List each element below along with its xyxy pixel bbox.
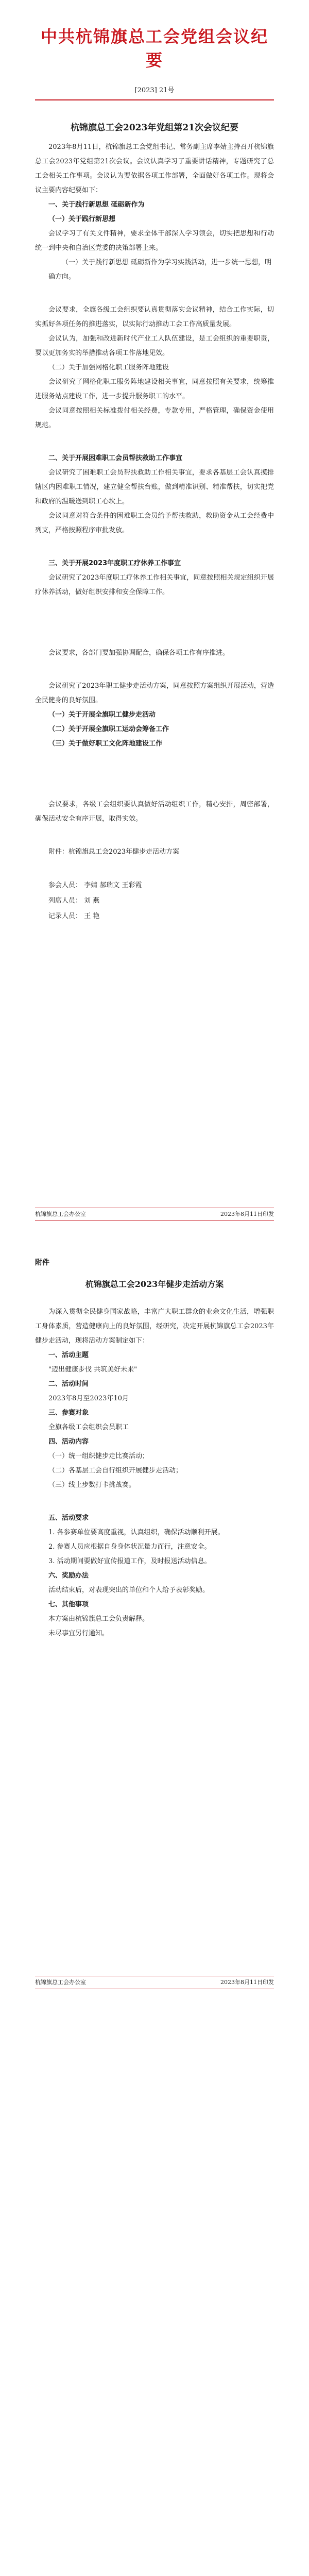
plan-section-4-item-1: （一）统一组织健步走比赛活动；: [48, 1452, 149, 1460]
plan-section-2-text: 2023年8月至2023年10月: [48, 1395, 129, 1402]
attendees-present: [48, 878, 274, 893]
section-1-title: 一、关于践行新思想 砥砺新作为: [48, 201, 145, 209]
section-2-title: 二、关于开展困难职工会员帮扶救助工作事宜: [48, 454, 183, 462]
attendees-record-label: 记录人员：: [48, 912, 82, 920]
attendees-present-names: 李婧 郝瑞文 王彩霞: [84, 882, 142, 889]
section-2-para-2: 会议同意对符合条件的困难职工会员给予帮扶救助，救助资金从工会经费中列支，严格按照程序审批发放。: [35, 512, 274, 534]
section-1-sub-1: （一）关于践行新思想: [48, 215, 116, 223]
plan-section-7-item-2: 未尽事宜另行通知。: [48, 1630, 109, 1637]
plan-section-5-item-2: 2. 参赛人员应根据自身身体状况量力而行，注意安全。: [48, 1543, 211, 1551]
plan-title: 杭锦旗总工会2023年健步走活动方案: [85, 1279, 224, 1289]
section-1-para-6: 会议同意按照相关标准拨付相关经费，专款专用，严格管理，确保资金使用规范。: [35, 407, 274, 429]
plan-section-4-item-3: （三）线上步数打卡挑战赛。: [48, 1481, 136, 1489]
plan-section-4-item-2: （二）各基层工会自行组织开展健步走活动；: [48, 1467, 183, 1475]
section-1-para-4: （二）关于加强网格化职工服务阵地建设: [48, 364, 169, 371]
attendees-absent: [48, 893, 274, 909]
red-divider: [35, 99, 274, 100]
masthead-title: 中共杭锦旗总工会党组会议纪要: [40, 27, 268, 70]
plan-section-3-text: 全旗各级工会组织会员职工: [48, 1423, 129, 1431]
section-1-para-3: 会议认为，加强和改进新时代产业工人队伍建设，是工会组织的重要职责，要以更加务实的举措推动各项工作落地见效。: [35, 335, 274, 357]
section-5-sub-1: （一）关于开展全旗职工健步走活动: [48, 711, 156, 719]
footer-issuer: 杭锦旗总工会办公室: [35, 1211, 86, 1217]
section-1-para-1: 会议学习了有关文件精神，要求全体干部深入学习领会，切实把思想和行动统一到中央和自治区党委的决策部署上来。: [35, 230, 274, 252]
masthead: [35, 0, 274, 71]
attendees-absent-label: 列席人员：: [48, 897, 82, 905]
plan-section-6-title: 六、奖励办法: [48, 1572, 89, 1580]
attendees-present-label: 参会人员：: [48, 882, 82, 889]
plan-section-3-title: 三、参赛对象: [48, 1409, 89, 1417]
section-4-para-1: 会议要求，各部门要加强协调配合，确保各项工作有序推进。: [48, 649, 230, 657]
section-3-title: 三、关于开展2023年度职工疗休养工作事宜: [48, 560, 181, 567]
plan-section-1-text: "迈出健康步伐 共筑美好未来": [48, 1366, 138, 1374]
attachment-footer-issuer: 杭锦旗总工会办公室: [35, 1979, 86, 1986]
plan-section-2-title: 二、活动时间: [48, 1380, 89, 1388]
plan-section-7-item-1: 本方案由杭锦旗总工会负责解释。: [48, 1615, 149, 1623]
document-number: [2023] 21号: [134, 87, 175, 94]
plan-section-5-item-1: 1. 各参赛单位要高度重视，认真组织，确保活动顺利开展。: [48, 1529, 225, 1536]
plan-section-5-item-3: 3. 活动期间要做好宣传报道工作，及时报送活动信息。: [48, 1557, 211, 1565]
attachment-label: 附件: [35, 1259, 49, 1267]
plan-intro: 为深入贯彻全民健身国家战略，丰富广大职工群众的业余文化生活，增强职工身体素质，营造健康向上的良好氛围，经研究，决定开展杭锦旗总工会2023年健步走活动，现将活动方案制定如下：: [35, 1308, 274, 1345]
attendees-record-names: 王 艳: [84, 912, 100, 920]
section-1-para-2: 会议要求，全旗各级工会组织要认真贯彻落实会议精神，结合工作实际，切实抓好各项任务的推进落实，以实际行动推动工会工作高质量发展。: [35, 306, 274, 328]
intro-paragraph: 2023年8月11日，杭锦旗总工会党组书记、常务副主席李婧主持召开杭锦旗总工会2023年党组第21次会议。会议认真学习了重要讲话精神，专题研究了总工会相关工作事项。会议认为要依据各项工作部署，全面做好各项工作。现将会议主要内容纪要如下：: [35, 143, 274, 194]
plan-section-6-text: 活动结束后，对表现突出的单位和个人给予表彰奖励。: [48, 1586, 210, 1594]
attendees-absent-names: 刘 燕: [84, 897, 100, 905]
plan-section-1-title: 一、活动主题: [48, 1351, 89, 1359]
section-1-para-5: 会议研究了网格化职工服务阵地建设相关事宜，同意按照有关要求，统筹推进服务站点建设工作，进一步提升服务职工的水平。: [35, 378, 274, 400]
meeting-title: 杭锦旗总工会2023年党组第21次会议纪要: [71, 123, 238, 133]
attachment-footer-date: 2023年8月11日印发: [220, 1979, 274, 1986]
attachment-note: 附件：杭锦旗总工会2023年健步走活动方案: [48, 848, 180, 856]
section-5-para-1: 会议研究了2023年职工健步走活动方案，同意按照方案组织开展活动，营造全民健身的良好氛围。: [35, 682, 274, 704]
attendees-block: [35, 878, 274, 924]
section-6-para-1: 会议要求，各级工会组织要认真做好活动组织工作，精心安排，周密部署，确保活动安全有序开展，取得实效。: [35, 801, 274, 823]
section-5-sub-3: （三）关于做好职工文化阵地建设工作: [48, 740, 163, 748]
section-5-sub-2: （二）关于开展全旗职工运动会筹备工作: [48, 725, 169, 733]
plan-section-4-title: 四、活动内容: [48, 1438, 89, 1446]
section-3-para-1: 会议研究了2023年度职工疗休养工作相关事宜，同意按照相关规定组织开展疗休养活动，做好组织安排和安全保障工作。: [35, 574, 274, 596]
attachment-page: [35, 1257, 274, 1989]
section-1-quote: （一）关于践行新思想 砥砺新作为学习实践活动，进一步统一思想，明确方向。: [48, 259, 272, 281]
section-2-para-1: 会议研究了困难职工会员帮扶救助工作相关事宜，要求各基层工会认真摸排辖区内困难职工情况，建立健全帮扶台账，做到精准识别、精准帮扶，切实把党和政府的温暖送到职工心坎上。: [35, 469, 274, 505]
attendees-record: [48, 909, 274, 924]
footer-date: 2023年8月11日印发: [220, 1211, 274, 1217]
minutes-footer: [35, 1208, 274, 1221]
plan-section-5-title: 五、活动要求: [48, 1514, 89, 1522]
plan-section-7-title: 七、其他事项: [48, 1601, 89, 1608]
attachment-footer: [35, 1976, 274, 1989]
